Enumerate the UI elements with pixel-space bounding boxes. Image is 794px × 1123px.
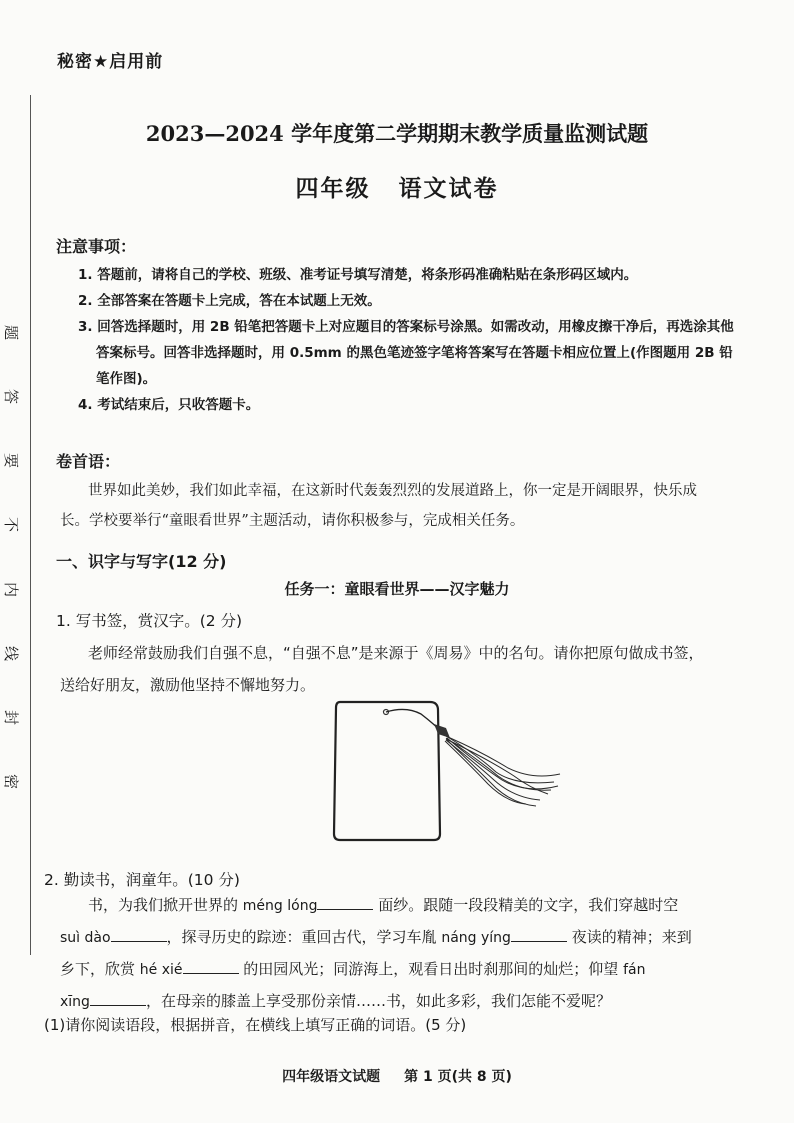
margin-char: 密 (2, 773, 21, 789)
pinyin-prompt: náng yíng (441, 930, 511, 946)
question-title: 1. 写书签，赏汉字。(2 分) (56, 612, 243, 630)
notice-item-continuation: 笔作图)。 (96, 371, 157, 387)
notice-item-continuation: 答案标号。回答非选择题时，用 0.5mm 的黑色笔迹签字笔将答案写在答题卡相应位置上(作图题用 2B 铅 (96, 345, 733, 361)
fill-blank[interactable] (317, 895, 373, 910)
confidential-label: 秘密★启用前 (57, 52, 164, 72)
subject-label: 语文试卷 (398, 175, 499, 202)
preface-heading: 卷首语： (56, 452, 121, 471)
question-body (60, 637, 780, 701)
notice-item: 3. 回答选择题时，用 2B 铅笔把答题卡上对应题目的答案标号涂黑。如需改动，用橡皮擦干净后，再选涂其他 (78, 319, 734, 335)
exam-title: 2023—2024 学年度第二学期期末教学质量监测试题 (145, 121, 649, 146)
pinyin-prompt: fán (623, 962, 646, 978)
footer-paper-name: 四年级语文试题 (282, 1069, 381, 1085)
fill-blank[interactable] (511, 927, 567, 942)
question-line: 老师经常鼓励我们自强不息，“自强不息”是来源于《周易》中的名句。请你把原句做成书签， (88, 644, 704, 662)
section-heading: 一、识字与写字(12 分) (56, 552, 227, 571)
question-title: 2. 勤读书，润童年。(10 分) (44, 871, 240, 889)
fill-blank[interactable] (90, 991, 146, 1006)
bookmark-illustration (326, 694, 566, 844)
text-segment: ，探寻历史的踪迹：重回古代，学习车胤 (166, 928, 442, 946)
margin-char: 内 (2, 581, 21, 597)
pinyin-prompt: méng lóng (242, 898, 318, 914)
preface-text (60, 476, 772, 536)
task-title: 任务一：童眼看世界——汉字魅力 (284, 580, 510, 598)
question-body (60, 890, 780, 1018)
exam-subtitle (0, 170, 794, 203)
tassel-icon (445, 736, 560, 806)
bookmark-card (334, 702, 440, 840)
margin-char: 不 (2, 517, 21, 533)
preface-line: 长。学校要举行“童眼看世界”主题活动，请你积极参与，完成相关任务。 (60, 513, 525, 529)
bookmark-knot (434, 724, 450, 738)
margin-char: 线 (2, 645, 21, 661)
notice-list (78, 262, 778, 418)
question-line (60, 890, 780, 922)
page-number: 第 1 页(共 8 页) (404, 1069, 512, 1085)
margin-char: 题 (2, 324, 21, 341)
pinyin-prompt: suì dào (60, 930, 111, 946)
question-line: 送给好朋友，激励他坚持不懈地努力。 (60, 676, 316, 694)
preface-line: 世界如此美妙，我们如此幸福，在这新时代轰轰烈烈的发展道路上，你一定是开阔眼界，快乐成 (88, 483, 697, 499)
text-segment: 乡下，欣赏 (60, 960, 140, 978)
text-segment: ，在母亲的膝盖上享受那份亲情……书，如此多彩，我们怎能不爱呢？ (145, 992, 611, 1010)
text-segment: 面纱。跟随一段段精美的文字，我们穿越时空 (373, 896, 679, 914)
pinyin-prompt: hé xié (139, 962, 183, 978)
margin-char: 封 (2, 709, 21, 725)
sub-question: (1)请你阅读语段，根据拼音，在横线上填写正确的词语。(5 分) (44, 1016, 467, 1034)
fill-blank[interactable] (183, 959, 239, 974)
notice-heading: 注意事项： (56, 237, 137, 256)
text-segment: 书，为我们掀开世界的 (88, 896, 243, 914)
notice-item: 4. 考试结束后，只收答题卡。 (78, 397, 260, 413)
fill-blank[interactable] (111, 927, 167, 942)
question-line (60, 922, 780, 954)
notice-item: 2. 全部答案在答题卡上完成，答在本试题上无效。 (78, 293, 381, 309)
bookmark-string (386, 709, 444, 734)
text-segment: 的田园风光；同游海上，观看日出时刹那间的灿烂；仰望 (238, 960, 624, 978)
margin-char: 要 (2, 453, 21, 469)
text-segment: 夜读的精神；来到 (566, 928, 692, 946)
binding-margin-text (0, 322, 24, 792)
binding-line (30, 95, 31, 955)
margin-char: 答 (2, 389, 21, 405)
page-footer (0, 1066, 794, 1086)
notice-item: 1. 答题前，请将自己的学校、班级、准考证号填写清楚，将条形码准确粘贴在条形码区域内。 (78, 267, 638, 283)
grade-label: 四年级 (295, 175, 371, 202)
question-line (60, 954, 780, 986)
pinyin-prompt: xīng (60, 994, 90, 1010)
